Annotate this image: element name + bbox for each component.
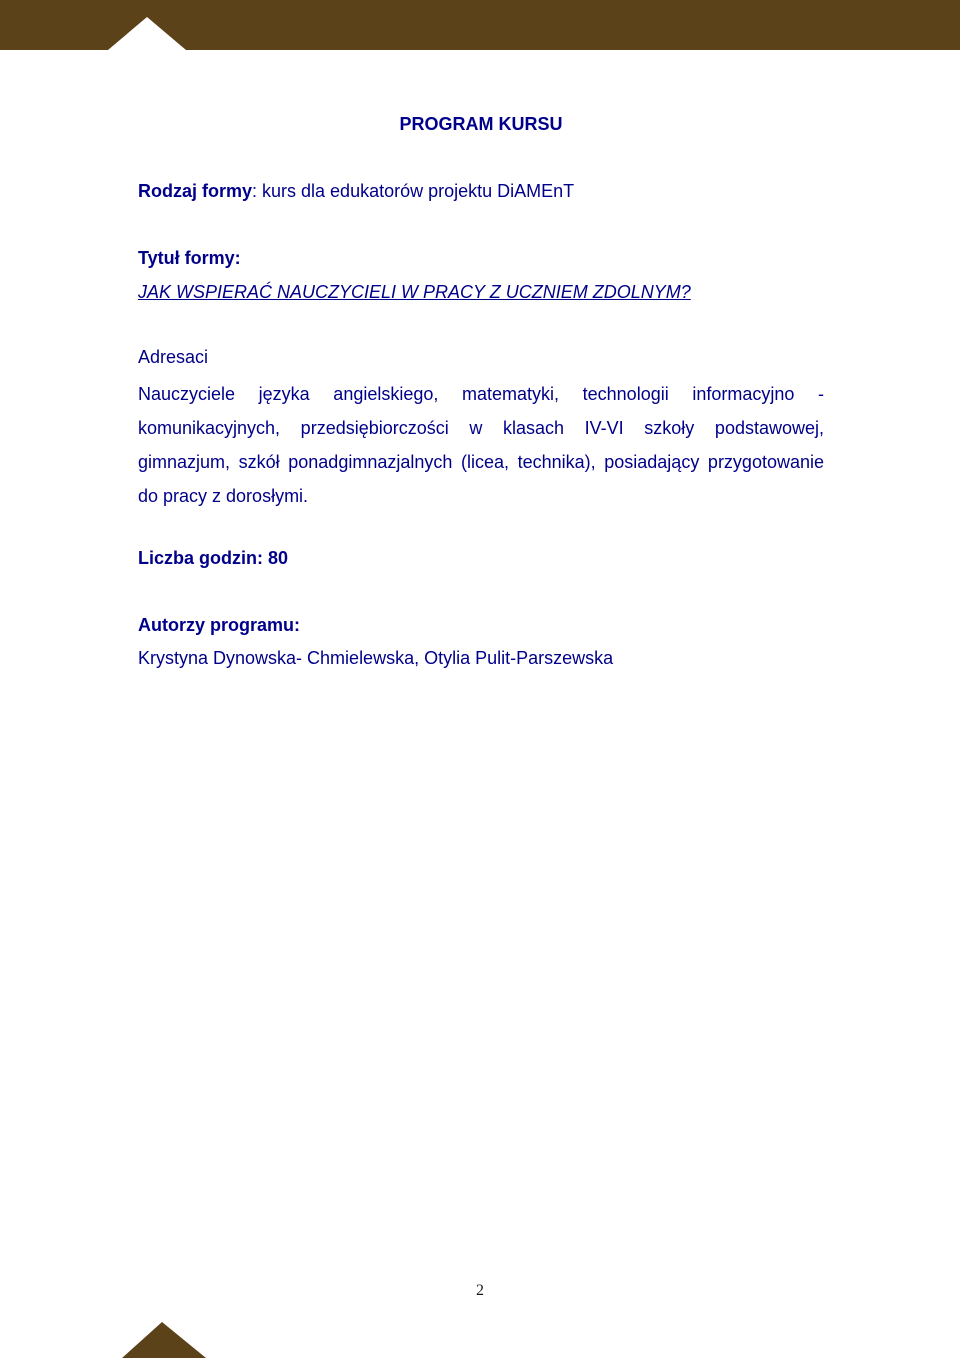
form-type-line — [138, 181, 574, 202]
authors-value: Krystyna Dynowska- Chmielewska, Otylia Pulit-Parszewska — [138, 648, 614, 668]
hours-label: Liczba godzin: 80 — [138, 548, 289, 568]
header-band-shape — [0, 0, 960, 50]
addressees-heading: Adresaci — [138, 347, 209, 367]
form-title-label: Tytuł formy: — [138, 248, 241, 268]
footer-band-shape — [0, 1322, 960, 1358]
footer-band — [0, 1318, 960, 1358]
header-band — [0, 0, 960, 50]
authors-label: Autorzy programu: — [138, 615, 300, 635]
form-type-label: Rodzaj formy — [138, 181, 253, 201]
page-title: PROGRAM KURSU — [399, 114, 563, 134]
page-number: 2 — [476, 1282, 484, 1299]
addressees-text: Nauczyciele języka angielskiego, matematyki, technologii informacyjno - komunikacyjnych, przedsiębiorczości w klasach IV-VI szkoły podstawowej, gimnazjum, szkół ponadgimnazjalnych (licea, technika), posiadający przygotowanie do pracy z dorosłymi. — [138, 384, 824, 506]
form-type-value: : kurs dla edukatorów projektu DiAMEnT — [252, 181, 575, 201]
course-title: JAK WSPIERAĆ NAUCZYCIELI W PRACY Z UCZNIEM ZDOLNYM? — [138, 282, 691, 302]
form-title-value — [138, 282, 691, 303]
